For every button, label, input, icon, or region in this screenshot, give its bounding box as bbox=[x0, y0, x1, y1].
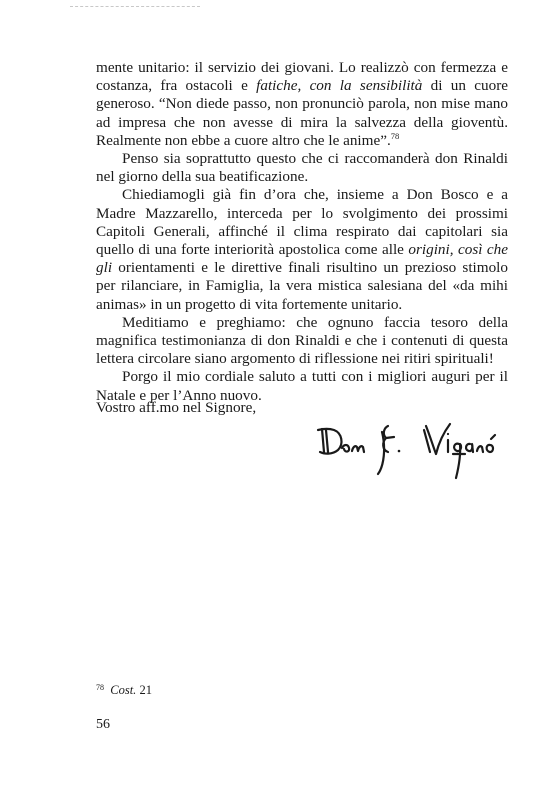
footnote-source: Cost. bbox=[110, 683, 137, 697]
footnote-number: 78 bbox=[96, 683, 104, 692]
letter-body bbox=[96, 59, 508, 405]
paragraph-3: Chiediamogli già fin d’ora che, insieme a Don Bosco e a Madre Mazzarello, interceda per lo svolgimento dei prossimi Capitoli Generali, affinché il clima respirato dai capitolari sia quello di una forte interiorità apostolica come alle origini, così che gli orientamenti e le direttive finali risultino un prezioso stimolo per rilanciare, in Famiglia, la vera mistica salesiana del «da mihi animas» in un progetto di vita fortemente unitario. bbox=[96, 186, 509, 313]
paragraph-5: Porgo il mio cordiale saluto a tutti con i migliori auguri per il Natale e per l’Anno nuovo. bbox=[96, 368, 508, 404]
paragraph-1: mente unitario: il servizio dei giovani. Lo realizzò con fermezza e costanza, fra ostacoli e fatiche, con la sensibilità di un cuore generoso. “Non diede passo, non pronunciò parola, non mise mano ad impresa che non avesse di mira la salvezza della gioventù. Realmente non ebbe a cuore altro che le anime”.$^{78}$ bbox=[96, 59, 508, 149]
footnote-value: 21 bbox=[136, 683, 152, 697]
italic-phrase: origini, così che gli bbox=[96, 241, 509, 277]
scan-artifact-rule bbox=[70, 6, 200, 8]
footnote bbox=[96, 683, 152, 697]
italic-phrase: fatiche, con la sensibilità bbox=[256, 77, 423, 95]
handwritten-signature bbox=[312, 418, 512, 486]
footnote-reference[interactable]: 78 bbox=[390, 130, 400, 141]
page-number: 56 bbox=[96, 717, 110, 732]
closing-salutation: Vostro aff.mo nel Signore, bbox=[96, 399, 257, 416]
paragraph-4: Meditiamo e preghiamo: che ognuno faccia tesoro della magnifica testimonianza di don Rinaldi e che i contenuti di questa lettera circolare siano argomento di riflessione nei ritiri spirituali! bbox=[96, 313, 508, 368]
paragraph-2: Penso sia soprattutto questo che ci raccomanderà don Rinaldi nel giorno della sua beatificazione. bbox=[96, 150, 508, 186]
